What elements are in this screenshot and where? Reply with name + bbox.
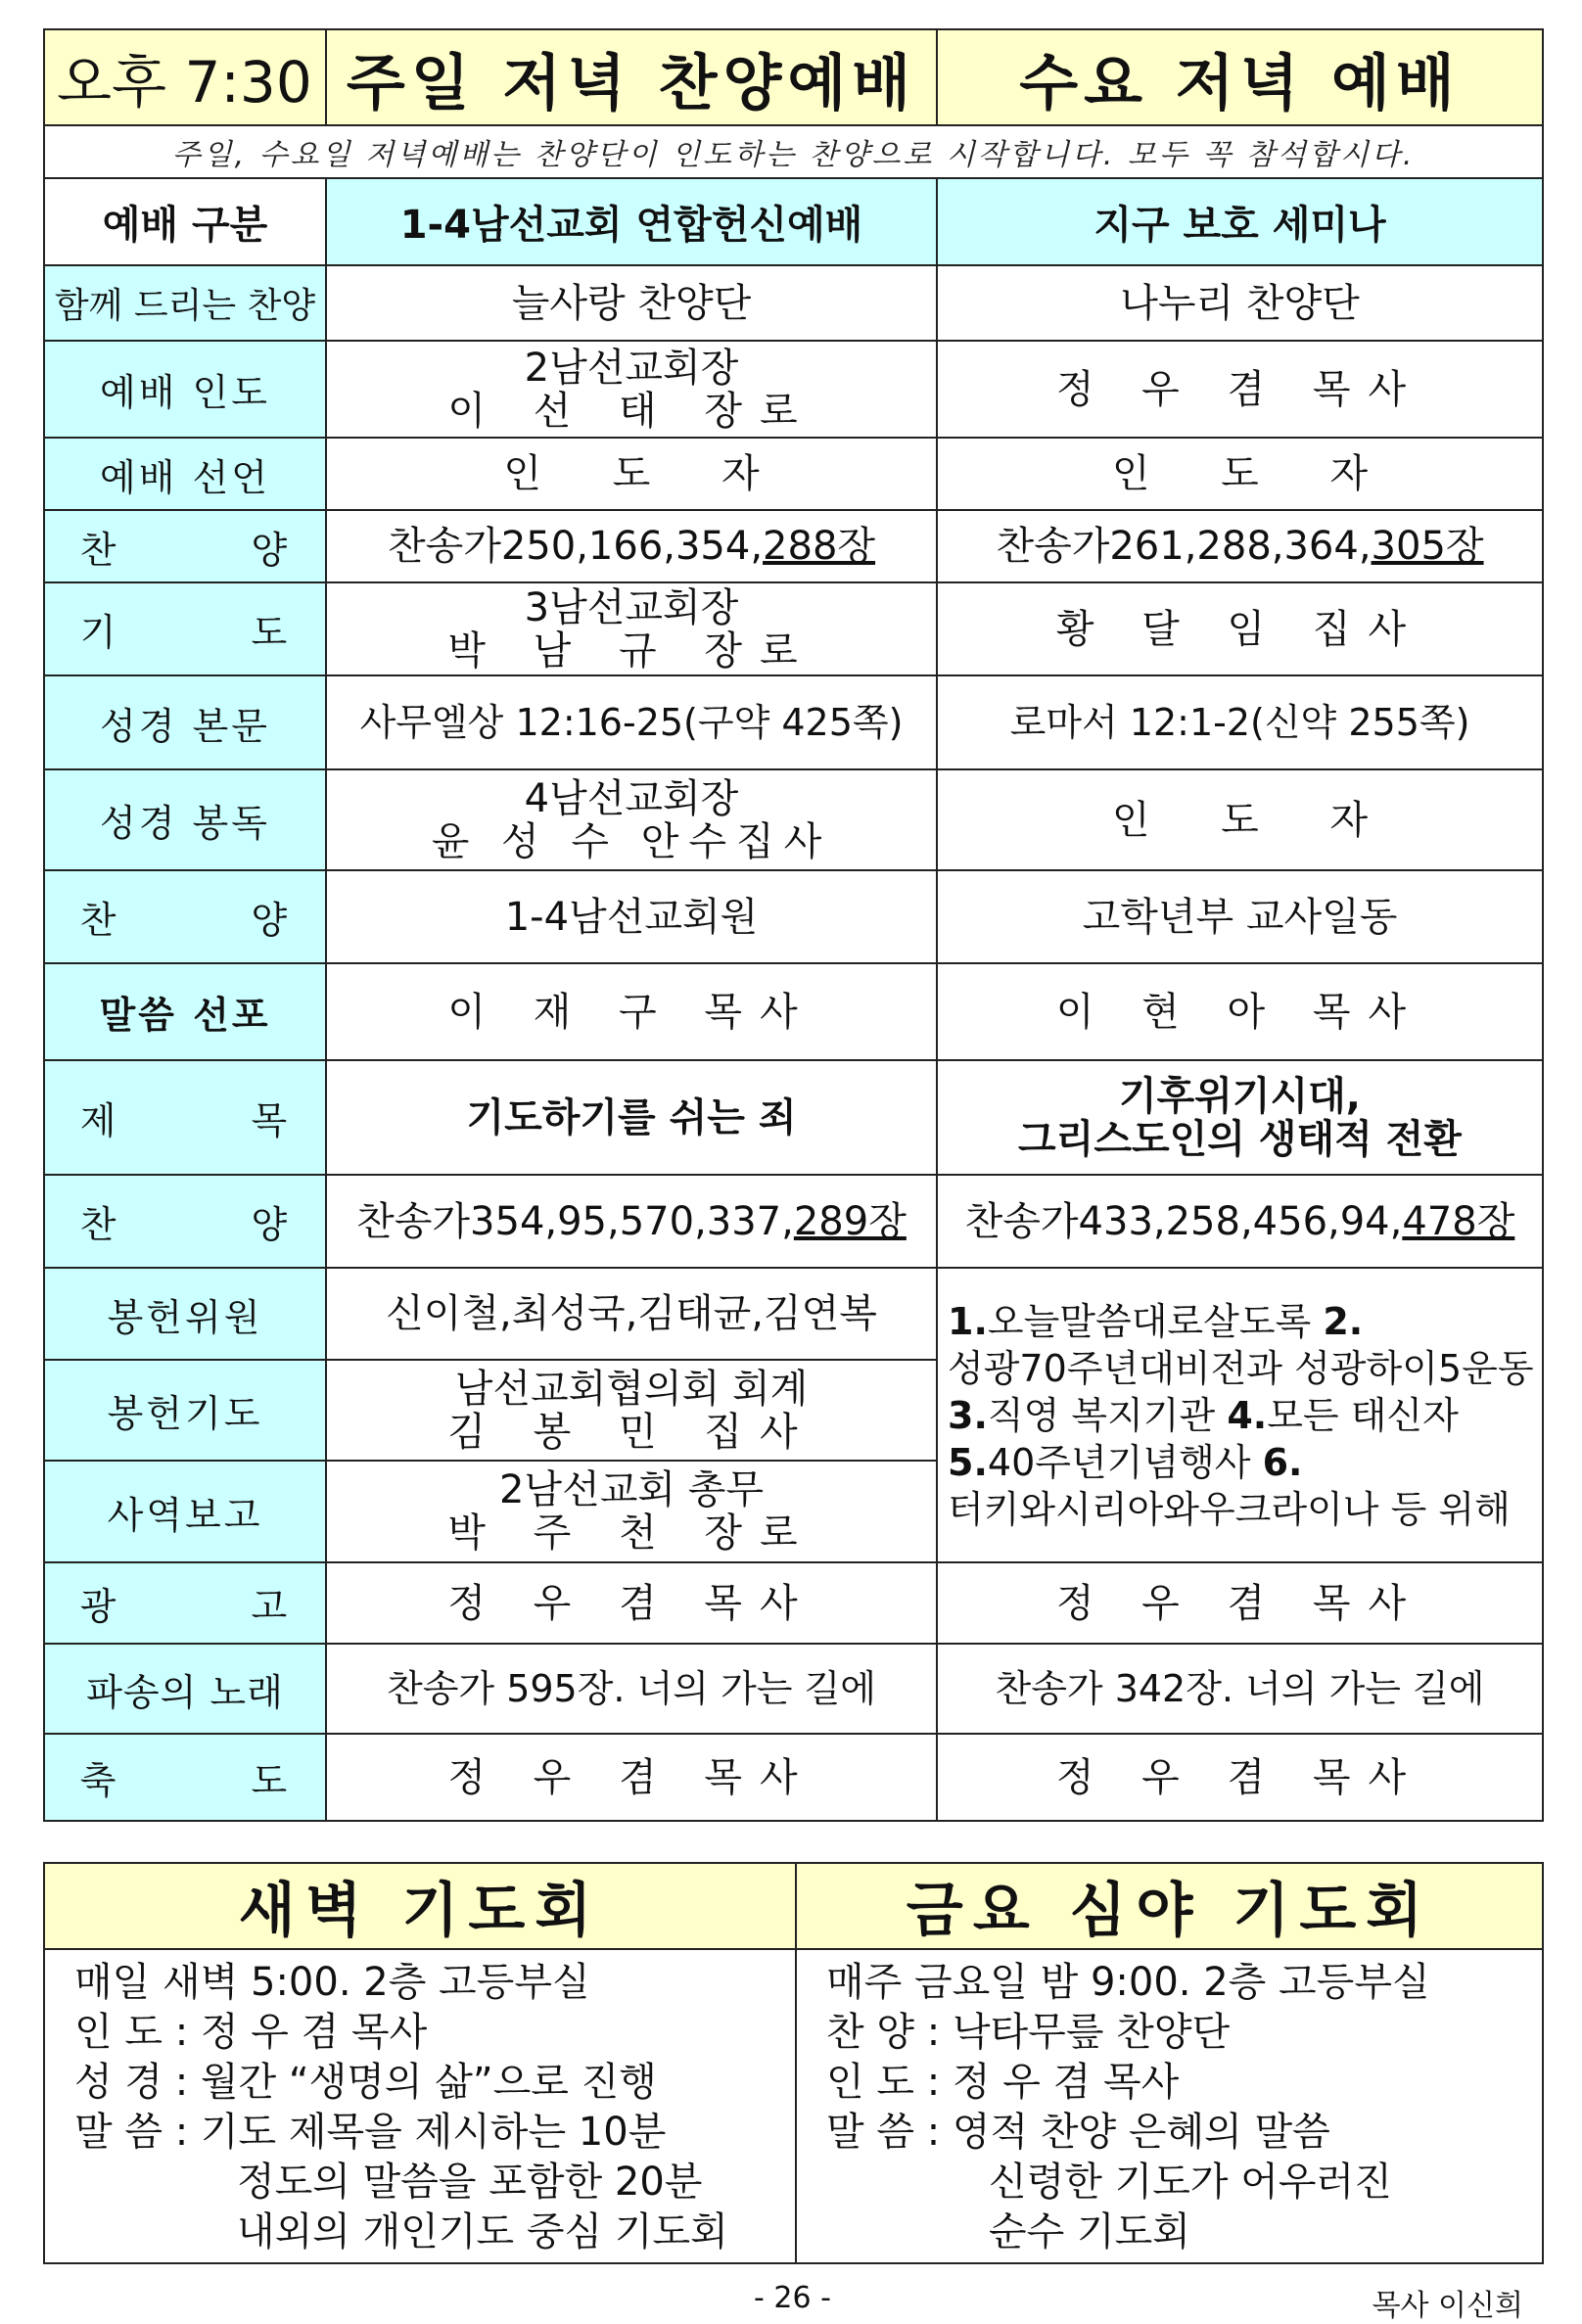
sunday-cell: 신이철,최성국,김태균,김연복: [326, 1268, 937, 1360]
prayer-meetings-header: [44, 1863, 1543, 1949]
detail-line: 매주 금요일 밤 9:00. 2층 고등부실: [826, 1960, 1430, 2005]
detail-line: 순수 기도회: [989, 2209, 1190, 2254]
detail-line: 인 도 : 정 우 겸 목사: [74, 2010, 428, 2055]
detail-line: 매일 새벽 5:00. 2층 고등부실: [74, 1960, 590, 2005]
row-label: 광 고: [44, 1562, 326, 1644]
sunday-cell: [326, 769, 937, 870]
row-label: 예배 선언: [44, 438, 326, 510]
wednesday-cell: 로마서 12:1-2(신약 255쪽): [937, 675, 1543, 769]
detail-line: 성 경 : 월간 “생명의 삶”으로 진행: [74, 2060, 657, 2105]
row-choir: [44, 265, 1543, 341]
wednesday-service-title: 수요 저녁 예배: [937, 29, 1543, 125]
intention-text: 터키와시리아와우크라이나 등 위해: [948, 1487, 1511, 1531]
prayer-intentions: [937, 1268, 1543, 1562]
row-label: 사역보고: [44, 1461, 326, 1562]
sunday-cell: [326, 1175, 937, 1268]
detail-line: 신령한 기도가 어우러진: [989, 2160, 1392, 2205]
page-number: - 26 -: [754, 2281, 831, 2315]
notice-row: [44, 125, 1543, 178]
row-label: 봉헌위원: [44, 1268, 326, 1360]
pastor-signature: 목사 이신희: [1372, 2289, 1523, 2323]
row-label: 예배 인도: [44, 341, 326, 438]
worship-order-table: [43, 28, 1544, 1822]
wednesday-sermon-title: [937, 1060, 1543, 1175]
cell-line: 김 봉 민 집사: [447, 1409, 815, 1455]
intention-number: 3.: [948, 1393, 988, 1437]
hymn-last: 305장: [1371, 524, 1484, 569]
cell-line: 3남선교회장: [524, 584, 739, 630]
row-label: 말씀 선포: [44, 963, 326, 1060]
sunday-cell: 인 도 자: [326, 438, 937, 510]
cell-line: 박 남 규 장로: [447, 627, 815, 674]
sunday-cell: [326, 1461, 937, 1562]
detail-line: 찬 양 : 낙타무릎 찬양단: [826, 2010, 1231, 2055]
sunday-column-header: 1-4남선교회 연합헌신예배: [326, 178, 937, 265]
detail-line: 정도의 말씀을 포함한 20분: [237, 2160, 703, 2205]
cell-line: 남선교회협의회 회계: [454, 1366, 809, 1412]
row-hymn1: [44, 510, 1543, 582]
intention-text: 오늘말씀대로살도록: [987, 1299, 1324, 1343]
cell-line: 이 선 태 장로: [447, 388, 815, 434]
intention-text: 성광70주년대비전과 성광하이5운동: [948, 1346, 1534, 1390]
hymn-list: 찬송가354,95,570,337,: [356, 1198, 794, 1244]
service-time: 오후 7:30: [44, 29, 326, 125]
row-sending-song: [44, 1644, 1543, 1734]
row-anthem: [44, 870, 1543, 963]
row-offering-committee: [44, 1268, 1543, 1360]
sunday-cell: [326, 582, 937, 675]
intention-number: 1.: [948, 1299, 988, 1343]
row-benediction: [44, 1734, 1543, 1821]
intention-text: 40주년기념행사: [987, 1440, 1263, 1484]
row-label: 축 도: [44, 1734, 326, 1821]
intention-text: 직영 복지기관: [987, 1393, 1228, 1437]
row-scripture: [44, 675, 1543, 769]
sunday-cell: 사무엘상 12:16-25(구약 425쪽): [326, 675, 937, 769]
detail-line: 말 씀 : 기도 제목을 제시하는 10분: [74, 2110, 667, 2155]
friday-prayer-title: 금요 심야 기도회: [796, 1863, 1543, 1949]
hymn-last: 478장: [1402, 1198, 1515, 1244]
wednesday-cell: 이 현 아 목사: [937, 963, 1543, 1060]
row-label: 파송의 노래: [44, 1644, 326, 1734]
sunday-cell: 이 재 구 목사: [326, 963, 937, 1060]
sunday-cell: [326, 1360, 937, 1461]
intention-number: 5.: [948, 1440, 988, 1484]
row-label: 찬 양: [44, 870, 326, 963]
sunday-cell: 정 우 겸 목사: [326, 1734, 937, 1821]
intention-text: 모든 태신자: [1267, 1393, 1459, 1437]
sunday-cell: 정 우 겸 목사: [326, 1562, 937, 1644]
row-declaration: [44, 438, 1543, 510]
wednesday-cell: [937, 510, 1543, 582]
cell-line: 박 주 천 장로: [447, 1511, 815, 1556]
row-sermon: [44, 963, 1543, 1060]
wednesday-cell: 인 도 자: [937, 438, 1543, 510]
intention-number: 2.: [1323, 1299, 1364, 1343]
wednesday-cell: 찬송가 342장. 너의 가는 길에: [937, 1644, 1543, 1734]
wednesday-cell: 나누리 찬양단: [937, 265, 1543, 341]
wednesday-cell: 황 달 임 집사: [937, 582, 1543, 675]
row-leader: [44, 341, 1543, 438]
wednesday-cell: 고학년부 교사일동: [937, 870, 1543, 963]
row-hymn2: [44, 1175, 1543, 1268]
sunday-cell: 1-4남선교회원: [326, 870, 937, 963]
hymn-last: 288장: [763, 524, 876, 569]
intention-number: 6.: [1262, 1440, 1303, 1484]
sunday-cell: 늘사랑 찬양단: [326, 265, 937, 341]
hymn-list: 찬송가261,288,364,: [996, 524, 1372, 569]
sunday-cell: [326, 510, 937, 582]
wednesday-cell: 정 우 겸 목사: [937, 1562, 1543, 1644]
sunday-sermon-title: 기도하기를 쉬는 죄: [326, 1060, 937, 1175]
hymn-list: 찬송가433,258,456,94,: [964, 1198, 1403, 1244]
row-label: 찬 양: [44, 510, 326, 582]
cell-line: 기후위기시대,: [1118, 1073, 1362, 1119]
detail-line: 내외의 개인기도 중심 기도회: [237, 2209, 728, 2254]
row-label: 성경 봉독: [44, 769, 326, 870]
detail-line: 말 씀 : 영적 찬양 은혜의 말씀: [826, 2110, 1330, 2155]
row-label: 기 도: [44, 582, 326, 675]
detail-line: 인 도 : 정 우 겸 목사: [826, 2060, 1180, 2105]
cell-line: 윤 성 수 안수집사: [431, 818, 832, 864]
column-header-row: [44, 178, 1543, 265]
sunday-service-title: 주일 저녁 찬양예배: [326, 29, 937, 125]
wednesday-column-header: 지구 보호 세미나: [937, 178, 1543, 265]
row-label: 성경 본문: [44, 675, 326, 769]
friday-prayer-details: [796, 1949, 1543, 2263]
wednesday-cell: 인 도 자: [937, 769, 1543, 870]
cell-line: 2남선교회장: [524, 345, 739, 391]
cell-line: 그리스도인의 생태적 전환: [1018, 1116, 1462, 1162]
wednesday-cell: 정 우 겸 목사: [937, 341, 1543, 438]
wednesday-cell: [937, 1175, 1543, 1268]
intention-number: 4.: [1227, 1393, 1268, 1437]
row-label: 찬 양: [44, 1175, 326, 1268]
row-title: [44, 1060, 1543, 1175]
cell-line: 4남선교회장: [524, 775, 739, 821]
wednesday-cell: 정 우 겸 목사: [937, 1734, 1543, 1821]
hymn-list: 찬송가250,166,354,: [387, 524, 764, 569]
cell-line: 2남선교회 총무: [498, 1467, 764, 1512]
row-label: 봉헌기도: [44, 1360, 326, 1461]
prayer-meetings-body: [44, 1949, 1543, 2263]
row-reading: [44, 769, 1543, 870]
row-label: 제 목: [44, 1060, 326, 1175]
header-row: [44, 29, 1543, 125]
prayer-meetings-table: [43, 1862, 1544, 2264]
row-announcement: [44, 1562, 1543, 1644]
dawn-prayer-details: [44, 1949, 796, 2263]
sunday-cell: [326, 341, 937, 438]
column-label-header: 예배 구분: [44, 178, 326, 265]
row-prayer: [44, 582, 1543, 675]
dawn-prayer-title: 새벽 기도회: [44, 1863, 796, 1949]
row-label: 함께 드리는 찬양: [44, 265, 326, 341]
hymn-last: 289장: [793, 1198, 907, 1244]
evening-service-notice: 주일, 수요일 저녁예배는 찬양단이 인도하는 찬양으로 시작합니다. 모두 꼭 참석합시다.: [44, 125, 1543, 178]
sunday-cell: 찬송가 595장. 너의 가는 길에: [326, 1644, 937, 1734]
